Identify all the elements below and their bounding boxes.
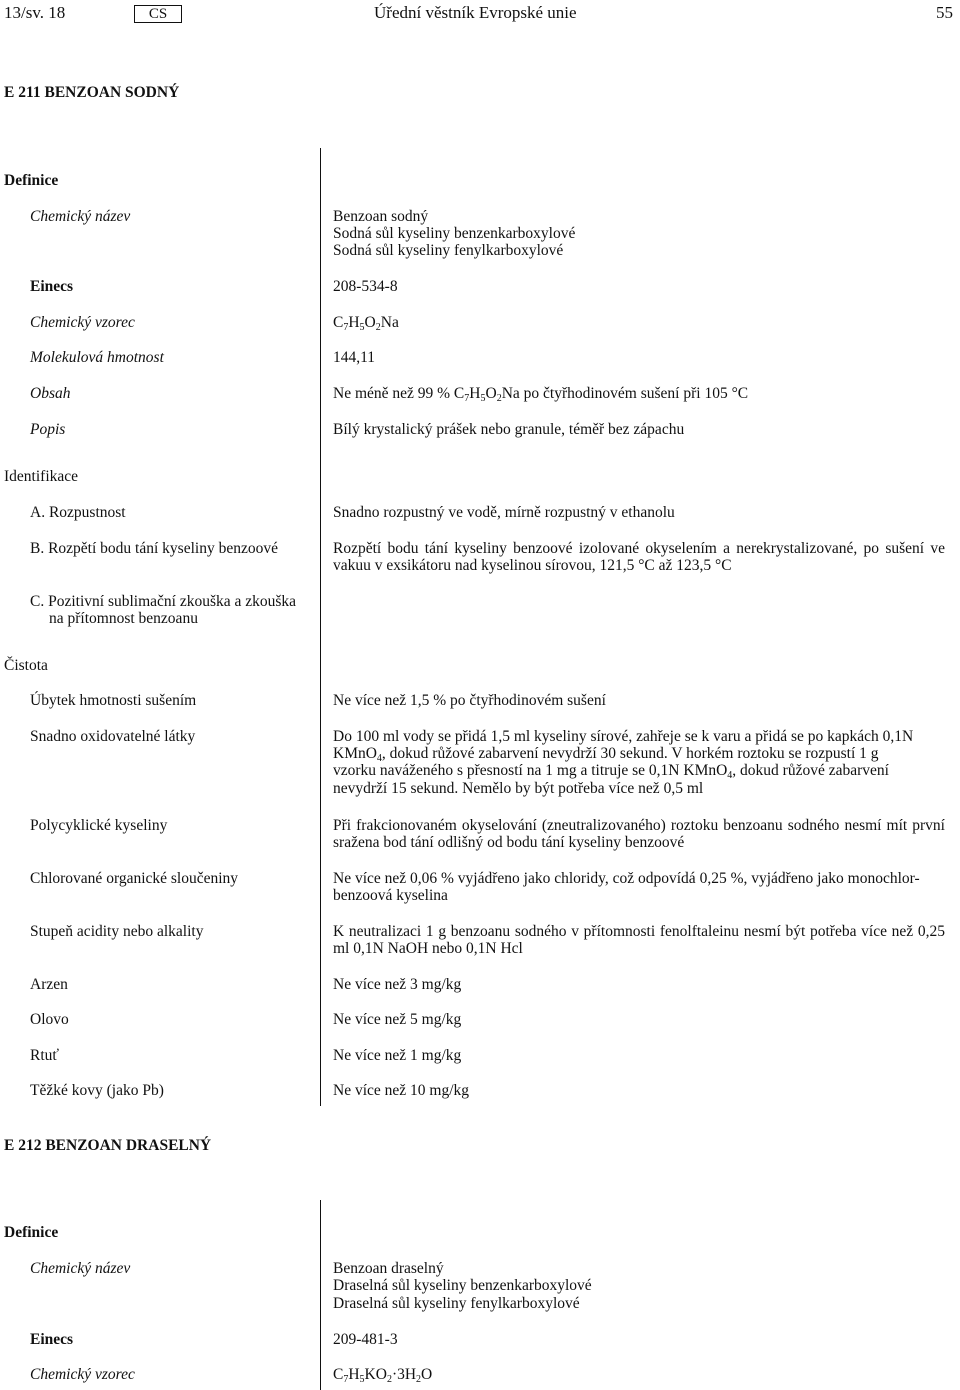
- formula-label: Chemický vzorec: [30, 314, 135, 331]
- rtut-label: Rtuť: [30, 1047, 60, 1064]
- e212-chem-name-3: Draselná sůl kyseliny fenylkarboxylové: [333, 1295, 580, 1312]
- column-divider-e212: [320, 1200, 321, 1390]
- einecs-label: Einecs: [30, 278, 74, 295]
- ubytek-value: Ne více než 1,5 % po čtyřhodinovém sušení: [333, 692, 606, 709]
- acid-label: Stupeň acidity nebo alkality: [30, 923, 204, 940]
- oxid-label: Snadno oxidovatelné látky: [30, 728, 196, 745]
- e212-title: E 212 BENZOAN DRASELNÝ: [4, 1137, 212, 1154]
- column-divider: [320, 148, 321, 1106]
- arzen-value: Ne více než 3 mg/kg: [333, 976, 462, 993]
- e212-einecs-value: 209-481-3: [333, 1331, 398, 1348]
- identifikace-heading: Identifikace: [4, 468, 79, 485]
- obsah-label: Obsah: [30, 385, 71, 402]
- e212-formula-value: $C_7H_5KO_2\cdot 3H_2O$: [333, 1366, 433, 1385]
- e212-chem-name-2: Draselná sůl kyseliny benzenkarboxylové: [333, 1277, 592, 1294]
- oxid-line-3: vzorku naváženého s přesností na 1 mg a titruje se 0,1N KMnO$_4$, dokud růžové zabarvení: [333, 762, 889, 781]
- chem-name-3: Sodná sůl kyseliny fenylkarboxylové: [333, 242, 564, 259]
- oxid-line-4: nevydrží 15 sekund. Nemělo by být potřeba více než 0,5 ml: [333, 780, 704, 797]
- e212-chem-name-1: Benzoan draselný: [333, 1260, 444, 1277]
- journal-title: Úřední věstník Evropské unie: [374, 3, 577, 22]
- ident-c-label-2: na přítomnost benzoanu: [49, 610, 198, 627]
- chem-name-2: Sodná sůl kyseliny benzenkarboxylové: [333, 225, 576, 242]
- olovo-value: Ne více než 5 mg/kg: [333, 1011, 462, 1028]
- language-badge: CS: [134, 5, 182, 23]
- e212-einecs-label: Einecs: [30, 1331, 74, 1348]
- poly-value: Při frakcionovaném okyselování (zneutralizovaného) roztoku benzoanu sodného nesmí mít první sražena bod tání odlišný od bodu tání kyseliny benzoové: [333, 817, 945, 851]
- definice-heading: Definice: [4, 172, 59, 189]
- rtut-value: Ne více než 1 mg/kg: [333, 1047, 462, 1064]
- popis-value: Bílý krystalický prášek nebo granule, téměř bez zápachu: [333, 421, 685, 438]
- mol-weight-label: Molekulová hmotnost: [30, 349, 164, 366]
- issue-number: 13/sv. 18: [4, 3, 66, 22]
- e212-chem-name-label: Chemický název: [30, 1260, 131, 1277]
- chlor-line-2: benzoová kyselina: [333, 887, 448, 904]
- page-number: 55: [936, 3, 953, 22]
- ident-c-label-1: C. Pozitivní sublimační zkouška a zkouška: [30, 593, 297, 610]
- popis-label: Popis: [30, 421, 66, 438]
- e212-formula-label: Chemický vzorec: [30, 1366, 135, 1383]
- tezke-kovy-label: Těžké kovy (jako Pb): [30, 1082, 164, 1099]
- einecs-value: 208-534-8: [333, 278, 398, 295]
- e212-definice-heading: Definice: [4, 1224, 59, 1241]
- ident-a-value: Snadno rozpustný ve vodě, mírně rozpustný v ethanolu: [333, 504, 675, 521]
- chlor-line-1: Ne více než 0,06 % vyjádřeno jako chloridy, což odpovídá 0,25 %, vyjádřeno jako monochlor-: [333, 870, 920, 887]
- oxid-line-1: Do 100 ml vody se přidá 1,5 ml kyseliny sírové, zahřeje se k varu a přidá se po kapkách 0,1N: [333, 728, 914, 745]
- formula-value: $C_7H_5O_2Na$: [333, 314, 399, 333]
- chem-name-label: Chemický název: [30, 208, 131, 225]
- obsah-value: Ne méně než 99 % $C_7H_5O_2Na$ po čtyřhodinovém sušení při 105 °C: [333, 385, 749, 404]
- acid-value: K neutralizaci 1 g benzoanu sodného v přítomnosti fenolftaleinu nesmí být potřeba více než 0,25 ml 0,1N NaOH nebo 0,1N Hcl: [333, 923, 945, 957]
- chem-name-1: Benzoan sodný: [333, 208, 429, 225]
- cistota-heading: Čistota: [4, 657, 48, 674]
- ubytek-label: Úbytek hmotnosti sušením: [30, 692, 197, 709]
- ident-b-label: B. Rozpětí bodu tání kyseliny benzoové: [30, 540, 278, 557]
- mol-weight-value: 144,11: [333, 349, 376, 366]
- arzen-label: Arzen: [30, 976, 68, 993]
- ident-b-value: Rozpětí bodu tání kyseliny benzoové izolované okyselením a nerekrystalizované, po sušení ve vakuu v exsikátoru nad kyselinou sírovou, 121,5 °C až 123,5 °C: [333, 540, 945, 574]
- tezke-kovy-value: Ne více než 10 mg/kg: [333, 1082, 470, 1099]
- e211-title: E 211 BENZOAN SODNÝ: [4, 84, 180, 101]
- chlor-label: Chlorované organické sloučeniny: [30, 870, 239, 887]
- olovo-label: Olovo: [30, 1011, 69, 1028]
- oxid-line-2: KMnO$_4$, dokud růžové zabarvení nevydrží 30 sekund. V horkém roztoku se rozpustí 1 g: [333, 745, 879, 764]
- ident-a-label: A. Rozpustnost: [30, 504, 126, 521]
- poly-label: Polycyklické kyseliny: [30, 817, 168, 834]
